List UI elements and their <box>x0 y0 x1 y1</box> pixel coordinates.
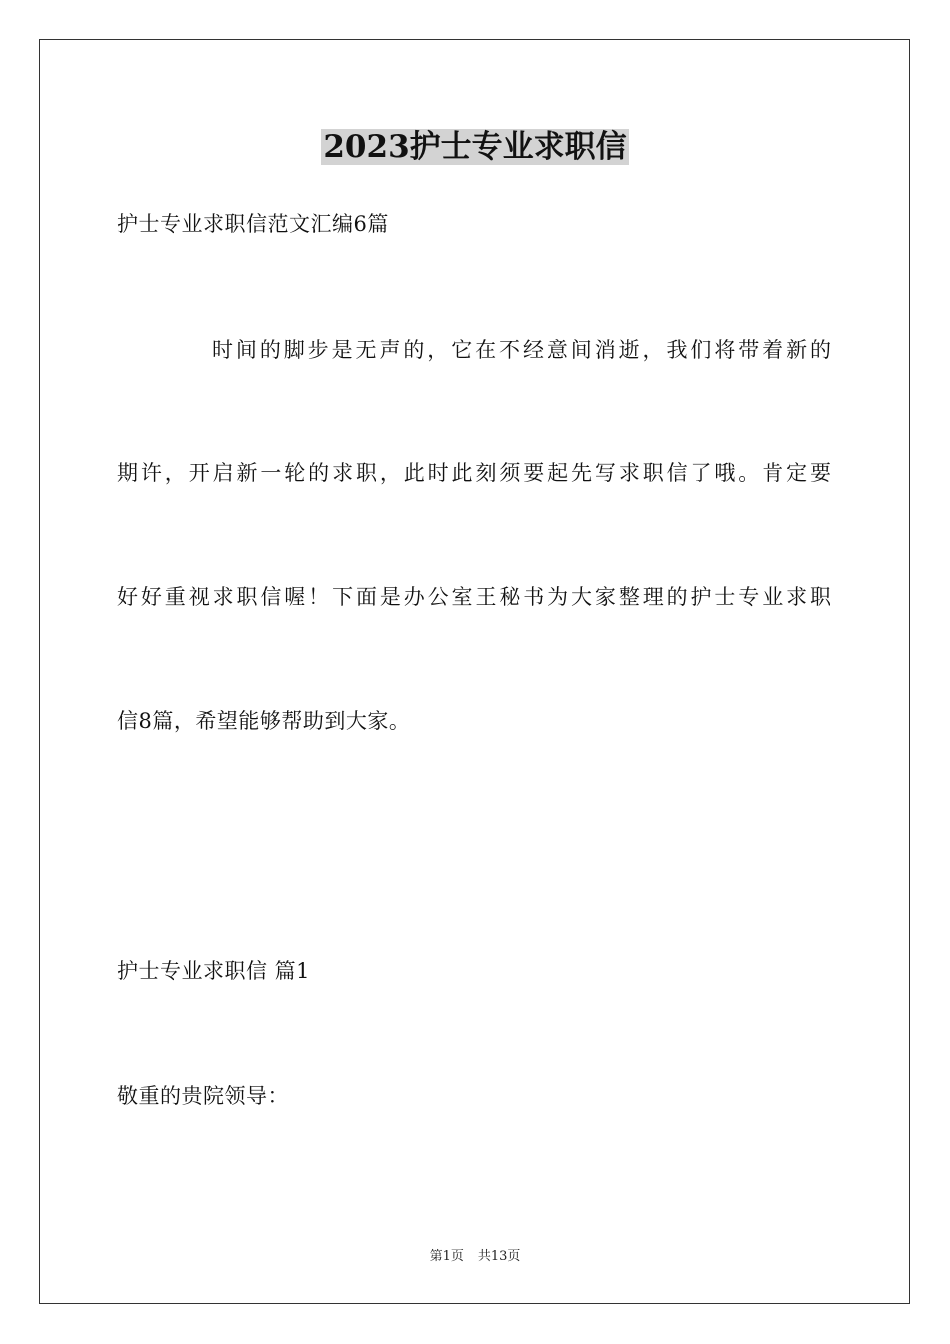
intro-paragraph-line-2: 期许，开启新一轮的求职，此时此刻须要起先写求职信了哦。肯定要 <box>117 461 831 485</box>
intro-paragraph-line-4: 信8篇，希望能够帮助到大家。 <box>117 709 411 733</box>
document-title-text: 2023护士专业求职信 <box>323 129 627 165</box>
intro-paragraph-line-3: 好好重视求职信喔！下面是办公室王秘书为大家整理的护士专业求职 <box>117 585 831 609</box>
page-footer <box>0 1248 950 1266</box>
salutation: 敬重的贵院领导： <box>117 1084 289 1108</box>
intro-paragraph-line-1: 时间的脚步是无声的，它在不经意间消逝，我们将带着新的 <box>212 338 831 362</box>
document-subtitle: 护士专业求职信范文汇编6篇 <box>117 212 389 236</box>
document-title <box>0 124 950 170</box>
page-total: 共13页 <box>477 1249 521 1264</box>
section-heading: 护士专业求职信 篇1 <box>117 959 311 983</box>
page-number: 第1页 <box>429 1249 464 1264</box>
